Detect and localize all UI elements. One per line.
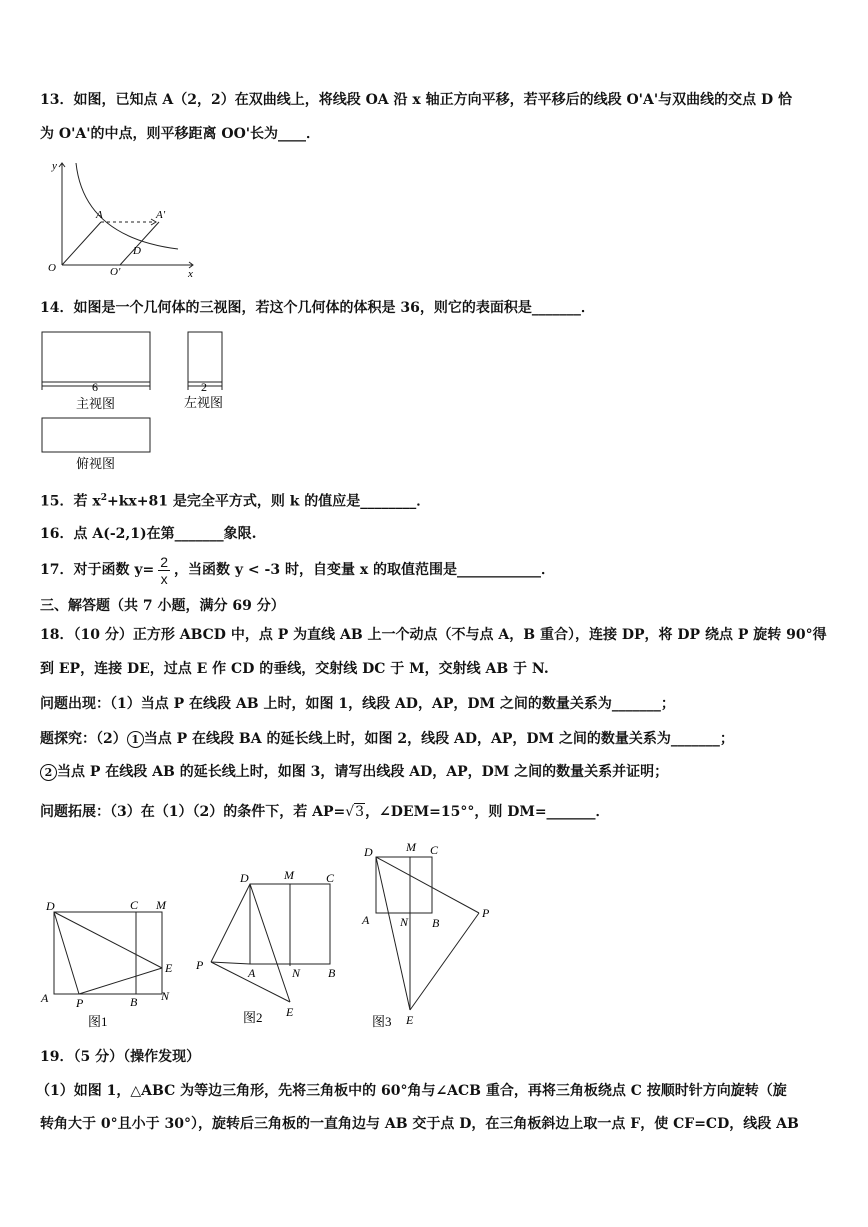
q13-label-A: A [96, 209, 103, 221]
fig3-label-D: D [364, 845, 373, 859]
q18-line5 [40, 762, 668, 782]
q18-line4-pre: 题探究：（2） [40, 731, 127, 747]
circled-number-2: 2 [40, 764, 57, 781]
fig2-label-C: C [326, 871, 335, 885]
q18-line6-post: ，∠DEM=15°°，则 DM=_______． [365, 804, 610, 820]
top-view-label: 俯视图 [76, 456, 116, 471]
q13-label-D: D [133, 245, 141, 257]
q14-text: 14．如图是一个几何体的三视图，若这个几何体的体积是 36，则它的表面积是_______． [40, 300, 595, 316]
fig1-label-N: N [161, 989, 170, 1003]
fig2-label-A: A [248, 966, 256, 980]
fig3-label-C: C [430, 843, 439, 857]
left-dim-2: 2 [201, 380, 207, 394]
fig1-label-P: P [76, 996, 84, 1010]
q17-pre: 17．对于函数 y= [40, 562, 155, 578]
sqrt-radicand: 3 [355, 804, 365, 820]
q13-label-y: y [52, 160, 57, 172]
q13-line2: 为 O'A'的中点，则平移距离 OO'长为____． [40, 126, 321, 142]
left-view-label: 左视图 [184, 395, 224, 410]
q18-line2: 到 EP，连接 DE，过点 E 作 CD 的垂线，交射线 DC 于 M，交射线 AB 于 N. [40, 661, 549, 677]
q14-three-views [38, 328, 238, 476]
fig2-label-D: D [240, 871, 249, 885]
q18-line4-post: 当点 P 在线段 BA 的延长线上时，如图 2，线段 AD，AP，DM 之间的数量关系为_______； [143, 731, 734, 747]
fig1-label-A: A [41, 991, 49, 1005]
fig2-caption: 图2 [243, 1010, 263, 1025]
q15-post: +kx+81 是完全平方式，则 k 的值应是________． [106, 493, 431, 510]
q16-text: 16．点 A(-2,1)在第_______象限. [40, 526, 257, 542]
fig3-label-B: B [432, 916, 440, 930]
q18-line1: 18．（10 分）正方形 ABCD 中，点 P 为直线 AB 上一个动点（不与点 A，B 重合），连接 DP，将 DP 绕点 P 旋转 90°得 [40, 627, 827, 643]
section-3-heading: 三、解答题（共 7 小题，满分 69 分） [40, 598, 285, 614]
q18-line6 [40, 802, 610, 822]
q18-figures [36, 836, 506, 1032]
q19-line1: 19．（5 分）（操作发现） [40, 1049, 201, 1065]
q18-line5-post: 当点 P 在线段 AB 的延长线上时，如图 3，请写出线段 AD，AP，DM 之间的数量关系并证明； [57, 764, 669, 780]
fig2-label-E: E [286, 1005, 294, 1019]
q18-line4 [40, 729, 734, 749]
q19-line2: （1）如图 1，△ABC 为等边三角形，先将三角板中的 60°角与∠ACB 重合，再将三角板绕点 C 按顺时针方向旋转（旋 [36, 1083, 787, 1099]
fig3-label-N: N [400, 915, 409, 929]
fig1-label-E: E [165, 961, 173, 975]
q13-label-Oprime: O' [110, 266, 121, 278]
q17-denominator: x [158, 570, 170, 587]
fig2-label-N: N [292, 966, 301, 980]
fig3-label-E: E [406, 1013, 414, 1027]
q13-label-O: O [48, 262, 56, 274]
fig3-caption: 图3 [372, 1014, 392, 1029]
q17-numerator: 2 [160, 553, 169, 570]
fig2-label-B: B [328, 966, 336, 980]
q15-text [40, 488, 430, 512]
fig3-label-M: M [406, 840, 416, 854]
q17-text [40, 552, 555, 588]
fig1-label-D: D [46, 899, 55, 913]
front-dim-6: 6 [92, 380, 98, 394]
fig1-label-B: B [130, 995, 138, 1009]
fig2-label-P: P [196, 958, 204, 972]
q18-line3: 问题出现：（1）当点 P 在线段 AB 上时，如图 1，线段 AD，AP，DM 之间的数量关系为_______； [40, 696, 675, 712]
sqrt-expression: √3 [345, 804, 365, 820]
q13-line1: 13．如图，已知点 A（2，2）在双曲线上，将线段 OA 沿 x 轴正方向平移，若平移后的线段 O'A'与双曲线的交点 D 恰 [40, 92, 792, 108]
fig2-label-M: M [284, 868, 294, 882]
fig1-caption: 图1 [88, 1014, 108, 1029]
q19-line3: 转角大于 0°且小于 30°），旋转后三角板的一直角边与 AB 交于点 D，在三角板斜边上取一点 F，使 CF=CD，线段 AB [40, 1116, 799, 1132]
top-view-rect [42, 418, 150, 452]
fig3-label-A: A [362, 913, 370, 927]
q13-label-Aprime: A' [156, 209, 166, 221]
fig1-label-C: C [130, 898, 139, 912]
fig3-label-P: P [482, 906, 490, 920]
front-view-rect [42, 332, 150, 382]
circled-number-1: 1 [127, 731, 144, 748]
q13-figure [38, 155, 203, 280]
q18-line6-pre: 问题拓展：（3）在（1）（2）的条件下，若 AP= [40, 804, 346, 820]
fig1-label-M: M [156, 898, 166, 912]
q15-sup: 2 [100, 493, 107, 503]
q17-post: ，当函数 y < -3 时，自变量 x 的取值范围是____________． [174, 562, 556, 578]
front-view-label: 主视图 [76, 396, 116, 411]
q13-label-x: x [188, 268, 193, 280]
q15-pre: 15．若 x [40, 493, 101, 510]
left-view-rect [188, 332, 222, 382]
q17-fraction [158, 554, 170, 587]
